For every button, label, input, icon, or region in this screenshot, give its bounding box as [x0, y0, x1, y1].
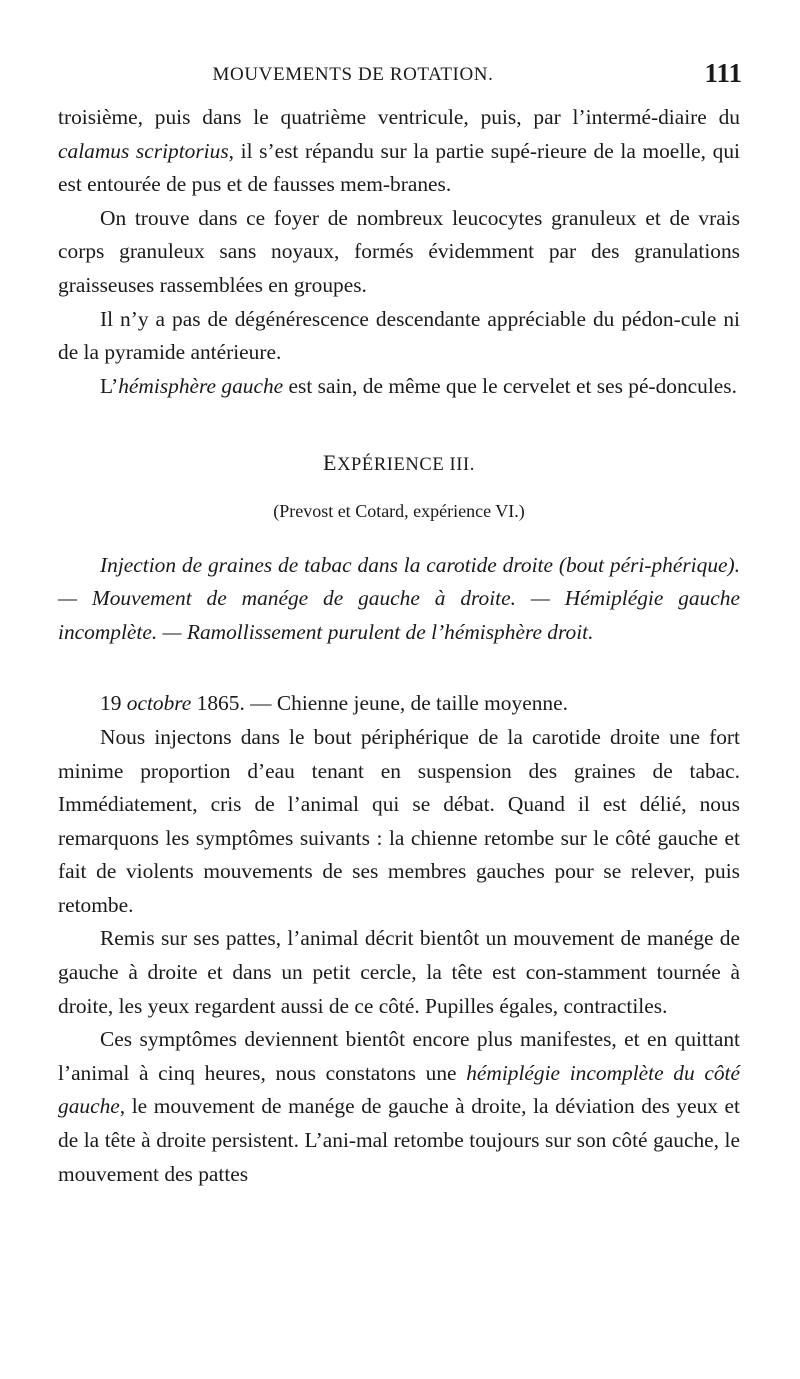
italic-term: hémiplégie incomplète du côté gauche: [58, 1060, 740, 1119]
text-run: , il s’est répandu sur la partie supé-rieure de la moelle, qui est entourée de pus et de fausses mem-branes.: [58, 138, 740, 197]
paragraph: On trouve dans ce foyer de nombreux leucocytes granuleux et de vrais corps granuleux sans noyaux, formés évidemment par des granulations graisseuses rassemblées en groupes.: [58, 205, 740, 297]
page-header: [92, 58, 742, 92]
text-run: 1865. — Chienne jeune, de taille moyenne.: [191, 691, 568, 716]
text-run: troisième, puis dans le quatrième ventricule, puis, par l’intermé-diaire du: [58, 105, 740, 129]
paragraph: [58, 370, 740, 404]
text-run: 19: [100, 691, 127, 716]
heading-rest: XPÉRIENCE III.: [337, 455, 475, 476]
italic-term: calamus scriptorius: [58, 138, 229, 163]
heading-initial: E: [323, 450, 338, 476]
paragraph-date: [58, 687, 740, 721]
paragraph: [58, 1023, 740, 1191]
text-run: est sain, de même que le cervelet et ses pé-doncules.: [283, 373, 737, 398]
paragraph: Remis sur ses pattes, l’animal décrit bientôt un mouvement de manége de gauche à droite et dans un petit cercle, la tête est con-stamment tournée à droite, les yeux regardent aussi de ce côté. Pupilles égales, contractiles.: [58, 926, 740, 1018]
running-title: MOUVEMENTS DE ROTATION.: [212, 64, 494, 85]
text-run: L’: [100, 373, 119, 398]
paragraph-continuation: [58, 101, 740, 202]
summary-run: ). — Mouvement de manége de gauche à droite. — Hémiplégie gauche incomplète. — Ramollissement purulent de l’hémisphère droit.: [58, 552, 740, 644]
paragraph: Il n’y a pas de dégénérescence descendante appréciable du pédon-cule ni de la pyramide antérieure.: [58, 306, 740, 365]
page-number: 111: [704, 58, 742, 88]
summary-run: Injection de graines de tabac dans la carotide droite (: [100, 552, 566, 577]
experience-summary: [58, 549, 740, 650]
experience-source: (Prevost et Cotard, expérience VI.): [273, 500, 525, 521]
summary-run: bout péri-phérique: [565, 552, 728, 577]
text-run: Ces symptômes deviennent bientôt encore plus manifestes, et en quittant l’animal à cinq heures, nous constatons une: [58, 1027, 740, 1085]
italic-term: hémisphère gauche: [118, 373, 284, 398]
text-run: , le mouvement de manége de gauche à droite, la déviation des yeux et de la tête à droite persistent. L’ani-mal retombe toujours sur son côté gauche, le mouvement des pattes: [58, 1094, 740, 1186]
experience-heading: [58, 446, 740, 483]
italic-date: octobre: [126, 691, 192, 716]
body-text: [58, 101, 740, 1191]
paragraph: Nous injectons dans le bout périphérique de la carotide droite une fort minime proportion d’eau tenant en suspension des graines de tabac. Immédiatement, cris de l’animal qui se débat. Quand il est délié, nous remarquons les symptômes suivants : la chienne retombe sur le côté gauche et fait de violents mouvements de ses membres gauches pour se relever, puis retombe.: [58, 724, 740, 917]
